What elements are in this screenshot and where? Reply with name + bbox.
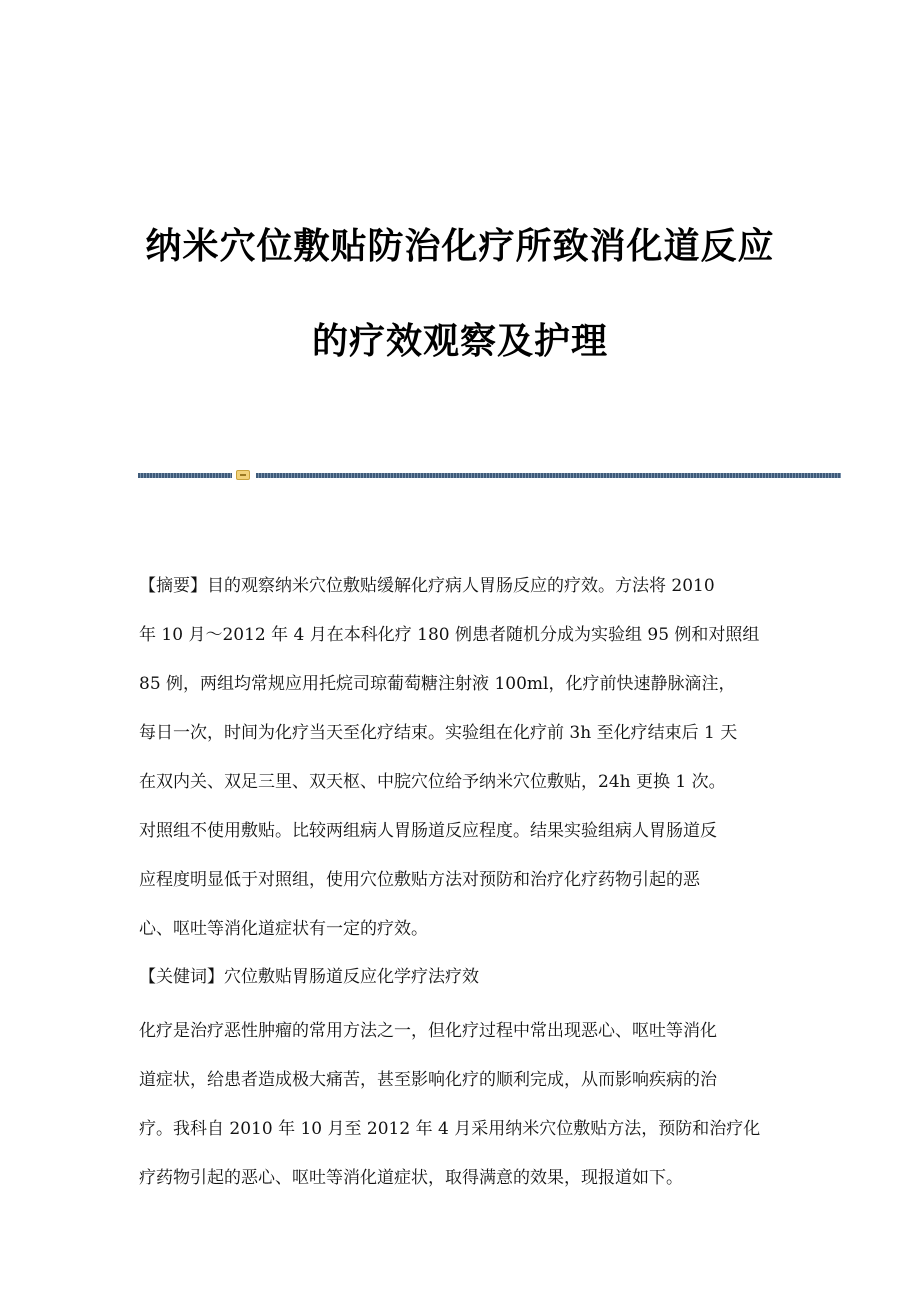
keywords-line: 【关健词】穴位敷贴胃肠道反应化学疗法疗效 — [139, 967, 479, 987]
abstract-line: 每日一次，时间为化疗当天至化疗结束。实验组在化疗前 3h 至化疗结束后 1 天 — [139, 723, 738, 743]
intro-line: 化疗是治疗恶性肿瘤的常用方法之一，但化疗过程中常出现恶心、呕吐等消化 — [139, 1021, 717, 1041]
divider-bar-right — [256, 473, 841, 478]
keywords-paragraph — [139, 953, 789, 1002]
abstract-line: 【摘要】目的观察纳米穴位敷贴缓解化疗病人胃肠反应的疗效。方法将 2010 — [139, 576, 715, 596]
abstract-line: 在双内关、双足三里、双天枢、中脘穴位给予纳米穴位敷贴，24h 更换 1 次。 — [139, 772, 726, 792]
document-title-line-2: 的疗效观察及护理 — [311, 320, 608, 362]
intro-line: 道症状，给患者造成极大痛苦，甚至影响化疗的顺利完成，从而影响疾病的治 — [139, 1070, 717, 1090]
abstract-line: 应程度明显低于对照组，使用穴位敷贴方法对预防和治疗化疗药物引起的恶 — [139, 870, 700, 890]
divider-bar-left — [138, 473, 232, 478]
divider-ornament-icon — [236, 470, 250, 480]
abstract-line: 心、呕吐等消化道症状有一定的疗效。 — [139, 919, 428, 939]
abstract-paragraph — [139, 562, 789, 954]
document-title-line-1: 纳米穴位敷贴防治化疗所致消化道反应 — [145, 225, 775, 267]
introduction-paragraph — [139, 1007, 789, 1203]
abstract-line: 对照组不使用敷贴。比较两组病人胃肠道反应程度。结果实验组病人胃肠道反 — [139, 821, 717, 841]
abstract-line: 85 例，两组均常规应用托烷司琼葡萄糖注射液 100ml，化疗前快速静脉滴注， — [139, 674, 736, 694]
intro-line: 疗。我科自 2010 年 10 月至 2012 年 4 月采用纳米穴位敷贴方法，预防和治疗化 — [139, 1119, 761, 1139]
title-divider — [138, 470, 841, 480]
intro-line: 疗药物引起的恶心、呕吐等消化道症状，取得满意的效果，现报道如下。 — [139, 1168, 683, 1188]
abstract-line: 年 10 月～2012 年 4 月在本科化疗 180 例患者随机分成为实验组 95 例和对照组 — [139, 625, 760, 645]
